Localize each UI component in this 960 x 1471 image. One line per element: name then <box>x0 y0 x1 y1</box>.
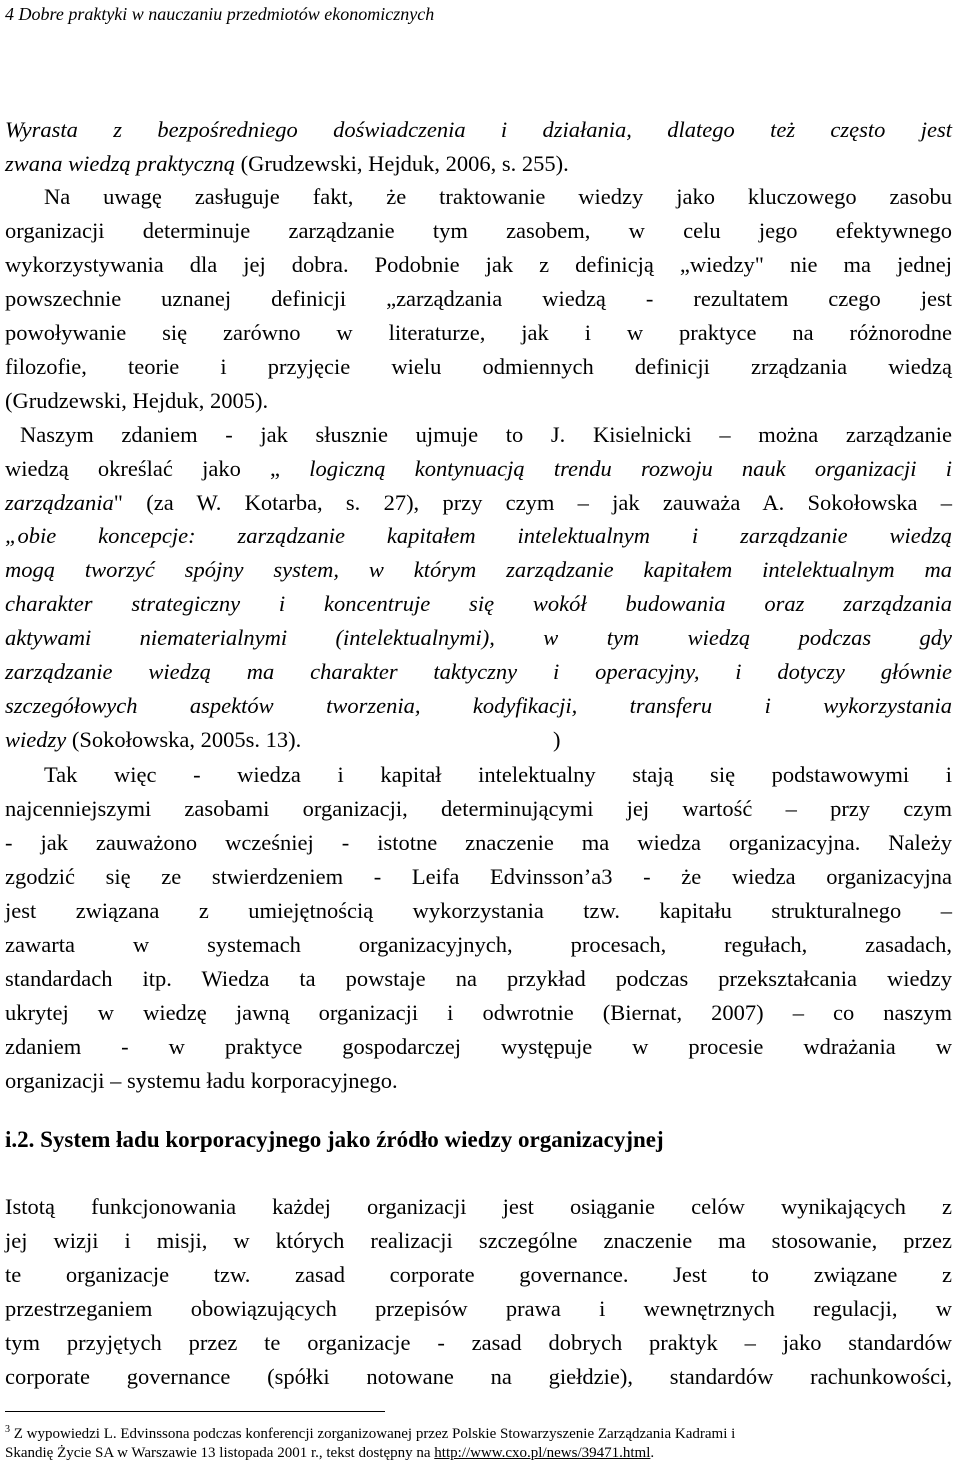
text-line: aktywami niematerialnymi (intelektualnymi), w tym wiedzą podczas gdy <box>5 625 952 650</box>
text-line: zawarta w systemach organizacyjnych, procesach, regułach, zasadach, <box>5 932 952 957</box>
text-line: Istotą funkcjonowania każdej organizacji jest osiąganie celów wynikających z <box>5 1194 952 1219</box>
text-line: te organizacje tzw. zasad corporate governance. Jest to związane z <box>5 1262 952 1287</box>
text-span: zarządzania <box>5 490 114 515</box>
footnote-text: . <box>650 1445 655 1461</box>
text-span: wiedzą określać jako „ <box>5 456 310 481</box>
text-line: organizacji – systemu ładu korporacyjnego. <box>5 1068 398 1093</box>
text-line: przestrzeganiem obowiązujących przepisów prawa i wewnętrznych regulacji, w <box>5 1296 952 1321</box>
text-line: jej wizji i misji, w których realizacji szczególne znaczenie ma stosowanie, przez <box>5 1228 952 1253</box>
text-span: logiczną kontynuacją trendu rozwoju nauk organizacji i <box>309 456 952 481</box>
text-span: zwana wiedzą praktyczną <box>5 151 235 176</box>
text-line: wykorzystywania dla jej dobra. Podobnie jak z definicją „wiedzy" nie ma jednej <box>5 252 952 277</box>
text-line: corporate governance (spółki notowane na giełdzie), standardów rachunkowości, <box>5 1364 952 1389</box>
text-line: najcenniejszymi zasobami organizacji, determinującymi jej wartość – przy czym <box>5 796 952 821</box>
footnote-text: Z wypowiedzi L. Edvinssona podczas konferencji zorganizowanej przez Polskie Stowarzyszenie Zarządzania Kadrami i <box>10 1426 736 1442</box>
text-span: wiedzy <box>5 727 67 752</box>
text-line: Wyrasta z bezpośredniego doświadczenia i działania, dlatego też często jest <box>5 117 952 142</box>
footnote-link[interactable]: http://www.cxo.pl/news/39471.html <box>434 1445 651 1461</box>
text-line <box>5 458 952 481</box>
text-line <box>5 729 952 752</box>
text-line: charakter strategiczny i koncentruje się wokół budowania oraz zarządzania <box>5 591 952 616</box>
text-line: ukrytej w wiedzę jawną organizacji i odwrotnie (Biernat, 2007) – co naszym <box>5 1000 952 1025</box>
footnote-line <box>5 1425 920 1442</box>
text-span: (Sokołowska, 2005s. 13). <box>66 727 302 752</box>
text-line: szczegółowych aspektów tworzenia, kodyfikacji, transferu i wykorzystania <box>5 693 952 718</box>
text-line: tym przyjętych przez te organizacje - zasad dobrych praktyk – jako standardów <box>5 1330 952 1355</box>
text-line <box>5 153 952 176</box>
text-line: - jak zauważono wcześniej - istotne znaczenie ma wiedza organizacyjna. Należy <box>5 830 952 855</box>
text-line: zarządzanie wiedzą ma charakter taktyczny i operacyjny, i dotyczy głównie <box>5 659 952 684</box>
text-line: organizacji determinuje zarządzanie tym zasobem, w celu jego efektywnego <box>5 218 952 243</box>
text-line: jest związana z umiejętnością wykorzystania tzw. kapitału strukturalnego – <box>5 898 952 923</box>
text-line: zdaniem - w praktyce gospodarczej występuje w procesie wdrażania w <box>5 1034 952 1059</box>
text-span: " (za W. Kotarba, s. 27), przy czym – jak zauważa A. Sokołowska – <box>113 490 952 515</box>
footnote-divider <box>5 1411 385 1412</box>
footnote-line <box>5 1446 920 1461</box>
text-line: „obie koncepcje: zarządzanie kapitałem intelektualnym i zarządzanie wiedzą <box>5 523 952 548</box>
text-span: (Grudzewski, Hejduk, 2006, s. 255). <box>235 151 569 176</box>
text-line: (Grudzewski, Hejduk, 2005). <box>5 388 269 413</box>
text-line: Na uwagę zasługuje fakt, że traktowanie wiedzy jako kluczowego zasobu <box>44 184 952 209</box>
text-line: powoływanie się zarówno w literaturze, jak i w praktyce na różnorodne <box>5 320 952 345</box>
running-header: 4 Dobre praktyki w nauczaniu przedmiotów ekonomicznych <box>5 4 435 24</box>
footnote-number: 3 <box>5 1424 10 1435</box>
text-line: zgodzić się ze stwierdzeniem - Leifa Edvinsson’a3 - że wiedza organizacyjna <box>5 864 952 889</box>
text-line: filozofie, teorie i przyjęcie wielu odmiennych definicji zrządzania wiedzą <box>5 354 952 379</box>
text-line: mogą tworzyć spójny system, w którym zarządzanie kapitałem intelektualnym ma <box>5 557 952 582</box>
text-line <box>5 492 952 515</box>
text-line: Tak więc - wiedza i kapitał intelektualny stają się podstawowymi i <box>44 762 952 787</box>
section-heading: i.2. System ładu korporacyjnego jako źródło wiedzy organizacyjnej <box>5 1127 664 1152</box>
text-line: standardach itp. Wiedza ta powstaje na przykład podczas przekształcania wiedzy <box>5 966 952 991</box>
text-span: ) <box>553 727 561 752</box>
text-line: Naszym zdaniem - jak słusznie ujmuje to J. Kisielnicki – można zarządzanie <box>20 422 952 447</box>
footnote-text: Skandię Życie SA w Warszawie 13 listopada 2001 r., tekst dostępny na <box>5 1445 435 1461</box>
text-line: powszechnie uznanej definicji „zarządzania wiedzą - rezultatem czego jest <box>5 286 952 311</box>
